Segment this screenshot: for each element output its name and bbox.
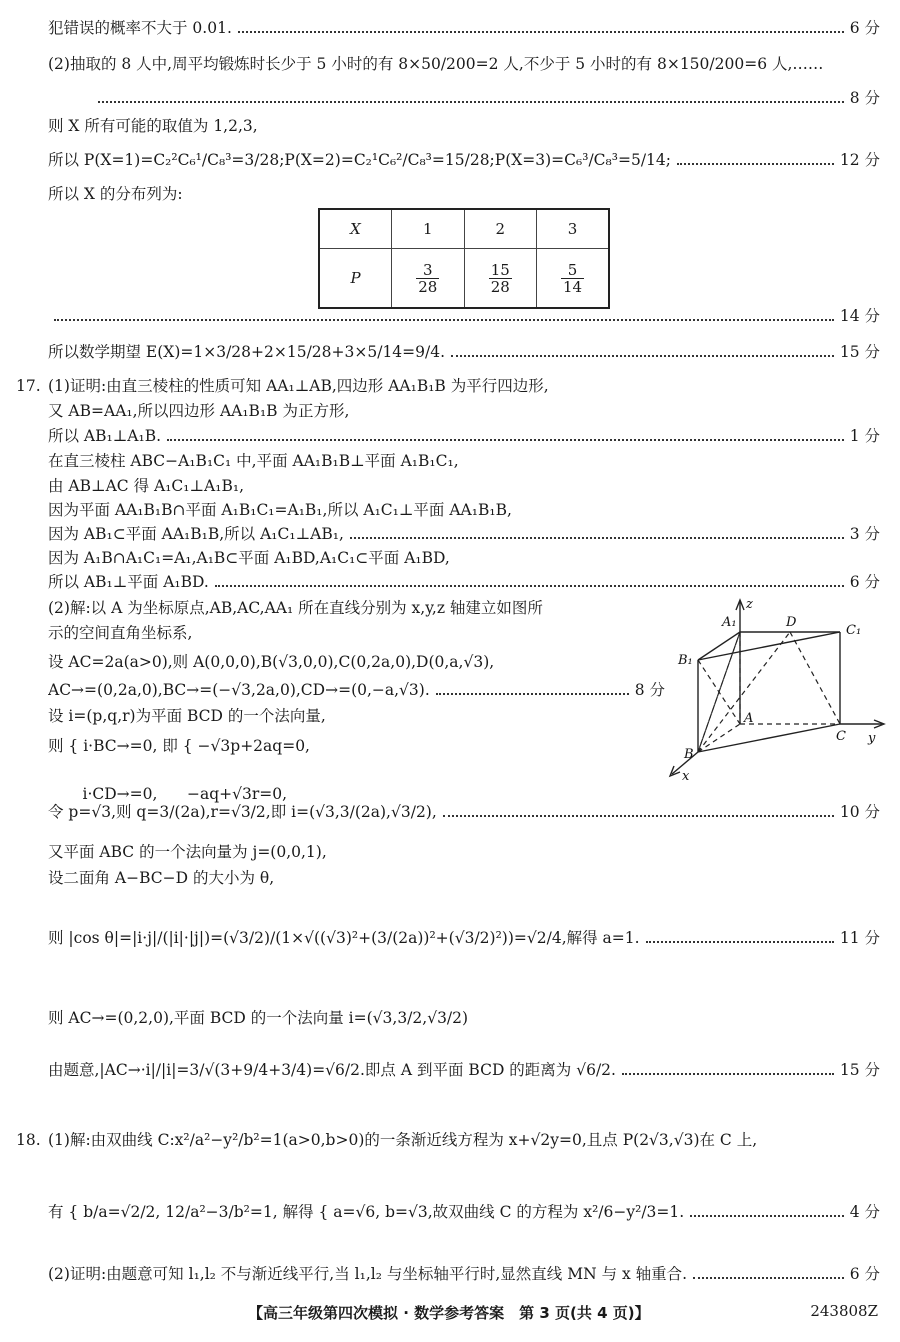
line-text: (2)抽取的 8 人中,周平均锻炼时长少于 5 小时的有 8×50/200=2 人,不少于 5 小时的有 8×150/200=6 人,…… (48, 55, 824, 73)
answer-line (48, 474, 880, 498)
label-a1: A₁ (722, 615, 737, 630)
fraction (561, 262, 584, 295)
answer-line (48, 678, 665, 702)
answer-line (48, 340, 880, 364)
line-text: AC→=(0,2a,0),BC→=(−√3,2a,0),CD→=(0,−a,√3). (48, 681, 430, 699)
answer-line (48, 16, 880, 40)
score-mark: 4 分 (849, 1203, 880, 1221)
line-text: 所以 X 的分布列为: (48, 185, 183, 203)
answer-line (48, 704, 665, 728)
answer-line (48, 546, 880, 570)
answer-line (48, 866, 880, 890)
label-c: C (836, 729, 846, 744)
score-mark: 10 分 (839, 803, 880, 821)
score-mark: 8 分 (634, 681, 665, 699)
line-text: 有 { b/a=√2/2, 12/a²−3/b²=1, 解得 { a=√6, b=√3,故双曲线 C 的方程为 x²/6−y²/3=1. (48, 1203, 685, 1221)
answer-line (92, 86, 880, 110)
answer-line (48, 114, 880, 138)
answer-line (48, 424, 880, 448)
score-mark: 14 分 (839, 307, 880, 325)
fraction (489, 262, 512, 295)
answer-line (48, 182, 880, 206)
answer-line (48, 926, 880, 950)
line-text: 设 AC=2a(a>0),则 A(0,0,0),B(√3,0,0),C(0,2a,0),D(0,a,√3), (48, 653, 495, 671)
score-mark: 15 分 (839, 343, 880, 361)
table-cell (392, 249, 465, 309)
answer-line (48, 758, 665, 806)
numerator: 5 (561, 262, 584, 279)
table-cell (537, 249, 610, 309)
answer-line (48, 800, 880, 824)
leader-dots (622, 1073, 834, 1075)
label-b1: B₁ (678, 653, 693, 668)
score-mark: 15 分 (839, 1061, 880, 1079)
answer-line (48, 498, 880, 522)
score-mark: 6 分 (849, 1265, 880, 1283)
table-header-cell: 2 (464, 209, 537, 249)
line-text: 由 AB⊥AC 得 A₁C₁⊥A₁B₁, (48, 477, 244, 495)
leader-dots (646, 941, 834, 943)
line-text: 则 { i·BC→=0, 即 { −√3p+2aq=0, (48, 737, 310, 755)
answer-line (48, 399, 880, 423)
page-footer: 【高三年级第四次模拟 · 数学参考答案 第 3 页(共 4 页)】 (248, 1304, 650, 1322)
leader-dots (690, 1215, 844, 1217)
answer-line (48, 570, 880, 594)
label-z: z (746, 597, 753, 612)
line-text: 则 |cos θ|=|i·j|/(|i|·|j|)=(√3/2)/(1×√((√3)²+(3/(2a))²+(√3/2)²))=√2/4,解得 a=1. (48, 929, 640, 947)
table-header-cell: X (319, 209, 392, 249)
score-mark: 12 分 (839, 151, 880, 169)
answer-line (48, 621, 665, 645)
score-mark: 8 分 (849, 89, 880, 107)
leader-dots (54, 319, 834, 321)
question-number: 17. (16, 377, 41, 395)
label-y: y (868, 731, 876, 746)
table-header-cell: 1 (392, 209, 465, 249)
answer-line (48, 1006, 880, 1030)
line-text: 因为 A₁B∩A₁C₁=A₁,A₁B⊂平面 A₁BD,A₁C₁⊂平面 A₁BD, (48, 549, 450, 567)
line-text: (1)解:由双曲线 C:x²/a²−y²/b²=1(a>0,b>0)的一条渐近线方程为 x+√2y=0,且点 P(2√3,√3)在 C 上, (48, 1131, 758, 1149)
table-row (319, 209, 609, 249)
answer-line (48, 1262, 880, 1286)
score-mark: 6 分 (849, 573, 880, 591)
answer-line (48, 148, 880, 172)
score-mark: 6 分 (849, 19, 880, 37)
leader-dots (350, 537, 844, 539)
answer-line (48, 1058, 880, 1082)
line-text: 令 p=√3,则 q=3/(2a),r=√3/2,即 i=(√3,3/(2a),√3/2), (48, 803, 437, 821)
table-cell (464, 249, 537, 309)
denominator: 14 (562, 277, 583, 296)
fraction (416, 262, 439, 295)
question-number: 18. (16, 1131, 41, 1149)
line-text: 犯错误的概率不大于 0.01. (48, 19, 232, 37)
line-text: 示的空间直角坐标系, (48, 624, 193, 642)
answer-line (48, 1128, 880, 1152)
answer-line (48, 374, 880, 398)
line-text: 则 AC→=(0,2,0),平面 BCD 的一个法向量 i=(√3,3/2,√3/2) (48, 1009, 469, 1027)
answer-line (48, 650, 665, 674)
score-mark: 3 分 (849, 525, 880, 543)
denominator: 28 (490, 277, 510, 296)
line-text: 设二面角 A−BC−D 的大小为 θ, (48, 869, 275, 887)
score-mark: 1 分 (849, 427, 880, 445)
line-text: 因为平面 AA₁B₁B∩平面 A₁B₁C₁=A₁B₁,所以 A₁C₁⊥平面 AA₁B₁B, (48, 501, 512, 519)
leader-dots (677, 163, 834, 165)
line-text: 又平面 ABC 的一个法向量为 j=(0,0,1), (48, 843, 327, 861)
line-text: 由题意,|AC→·i|/|i|=3/√(3+9/4+3/4)=√6/2.即点 A 到平面 BCD 的距离为 √6/2. (48, 1061, 616, 1079)
answer-line (48, 522, 880, 546)
prism-figure (660, 592, 890, 782)
line-text: 所以数学期望 E(X)=1×3/28+2×15/28+3×5/14=9/4. (48, 343, 446, 361)
table-row (319, 249, 609, 309)
answer-line (48, 734, 665, 758)
numerator: 15 (490, 260, 510, 279)
leader-dots (693, 1277, 844, 1279)
line-text: 又 AB=AA₁,所以四边形 AA₁B₁B 为正方形, (48, 402, 350, 420)
table-header-cell: 3 (537, 209, 610, 249)
numerator: 3 (416, 262, 439, 279)
leader-dots (238, 31, 844, 33)
leader-dots (451, 355, 834, 357)
answer-line (48, 1200, 880, 1224)
answer-line (48, 840, 880, 864)
leader-dots (98, 101, 844, 103)
answer-line (48, 304, 880, 328)
document-code: 243808Z (810, 1302, 878, 1320)
line-text: 所以 AB₁⊥平面 A₁BD. (48, 573, 209, 591)
line-text: (2)解:以 A 为坐标原点,AB,AC,AA₁ 所在直线分别为 x,y,z 轴建立如图所 (48, 599, 543, 617)
line-text: 则 X 所有可能的取值为 1,2,3, (48, 117, 258, 135)
leader-dots (167, 439, 844, 441)
label-a: A (744, 711, 754, 726)
line-text: 在直三棱柱 ABC−A₁B₁C₁ 中,平面 AA₁B₁B⊥平面 A₁B₁C₁, (48, 452, 459, 470)
line-text: 因为 AB₁⊂平面 AA₁B₁B,所以 A₁C₁⊥AB₁, (48, 525, 344, 543)
table-row-label: P (319, 249, 392, 309)
answer-line (48, 449, 880, 473)
score-mark: 11 分 (839, 929, 880, 947)
answer-line (48, 52, 880, 76)
line-text: 所以 AB₁⊥A₁B. (48, 427, 162, 445)
distribution-table (318, 208, 610, 309)
answer-line (48, 596, 665, 620)
line-text: 所以 P(X=1)=C₂²C₆¹/C₈³=3/28;P(X=2)=C₂¹C₆²/C₈³=15/28;P(X=3)=C₆³/C₈³=5/14; (48, 151, 671, 169)
leader-dots (443, 815, 834, 817)
label-d: D (786, 615, 797, 630)
leader-dots (436, 693, 629, 695)
line-text: (2)证明:由题意可知 l₁,l₂ 不与渐近线平行,当 l₁,l₂ 与坐标轴平行时,显然直线 MN 与 x 轴重合. (48, 1265, 688, 1283)
label-c1: C₁ (846, 623, 862, 638)
leader-dots (215, 585, 844, 587)
label-b: B (684, 747, 694, 762)
line-text: 设 i=(p,q,r)为平面 BCD 的一个法向量, (48, 707, 326, 725)
denominator: 28 (418, 277, 438, 296)
line-text: i·CD→=0, −aq+√3r=0, (57, 785, 288, 803)
line-text: (1)证明:由直三棱柱的性质可知 AA₁⊥AB,四边形 AA₁B₁B 为平行四边形, (48, 377, 549, 395)
label-x: x (682, 769, 690, 782)
